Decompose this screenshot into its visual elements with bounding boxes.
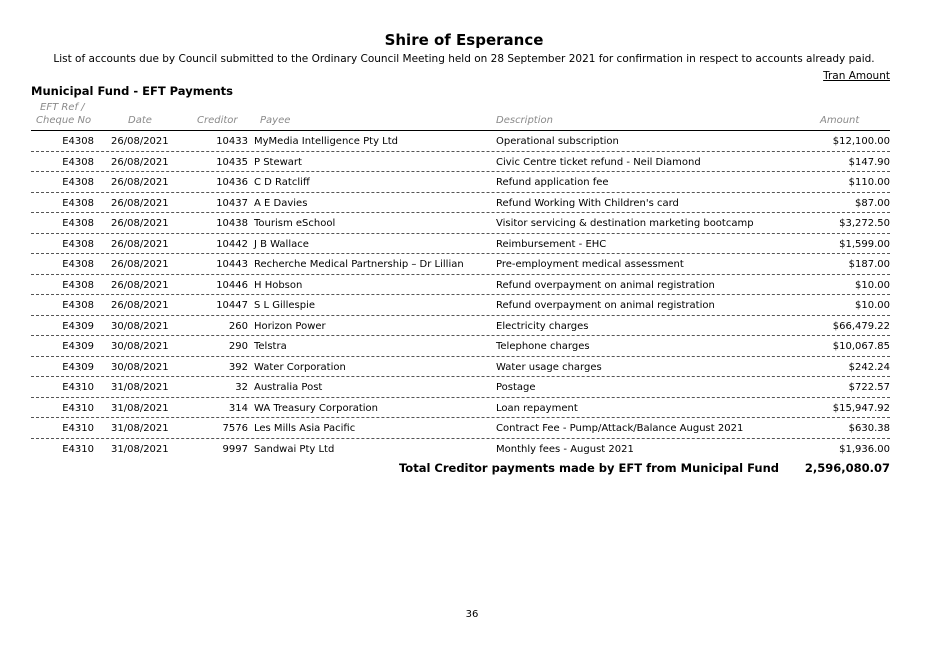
cell-amount: $722.57: [848, 382, 890, 393]
cell-payee: Recherche Medical Partnership – Dr Lillian: [254, 259, 464, 270]
cell-ref: E4308: [62, 259, 94, 270]
cell-creditor: 10446: [216, 279, 248, 291]
section-title: Municipal Fund - EFT Payments: [31, 84, 234, 98]
table-row: [31, 357, 890, 378]
cell-payee: P Stewart: [254, 156, 302, 168]
cell-payee: Australia Post: [254, 382, 323, 393]
cell-creditor: 10437: [216, 197, 248, 209]
column-header-payee: Payee: [260, 115, 291, 126]
cell-description: Operational subscription: [496, 136, 619, 147]
cell-creditor: 32: [235, 382, 248, 393]
cell-amount: $10,067.85: [832, 341, 890, 352]
cell-payee: WA Treasury Corporation: [254, 402, 378, 414]
cell-creditor: 10433: [216, 136, 248, 147]
cell-description: Loan repayment: [496, 402, 578, 414]
table-row: [31, 193, 890, 214]
page-title: Shire of Esperance: [384, 31, 544, 49]
table-row: [31, 418, 890, 439]
table-row: [31, 295, 890, 316]
tran-amount-label: Tran Amount: [823, 70, 890, 82]
cell-payee: Water Corporation: [254, 361, 346, 373]
cell-creditor: 10443: [216, 259, 248, 270]
cell-payee: Tourism eSchool: [254, 218, 336, 229]
total-value: 2,596,080.07: [804, 461, 890, 475]
cell-description: Telephone charges: [496, 341, 590, 352]
column-header-amount: Amount: [820, 115, 860, 126]
table-row: [31, 336, 890, 357]
cell-date: 31/08/2021: [111, 443, 169, 455]
table-row: [31, 131, 890, 152]
cell-amount: $10.00: [855, 279, 890, 291]
cell-date: 30/08/2021: [111, 341, 169, 352]
table-row: [31, 152, 890, 173]
cell-amount: $15,947.92: [832, 402, 890, 414]
cell-payee: C D Ratcliff: [254, 177, 310, 188]
cell-description: Refund application fee: [496, 177, 609, 188]
table-row: [31, 172, 890, 193]
table-row: [31, 377, 890, 398]
table-row: [31, 254, 890, 275]
cell-creditor: 392: [228, 361, 248, 373]
column-header-creditor: Creditor: [197, 115, 238, 126]
cell-payee: Sandwai Pty Ltd: [254, 443, 335, 455]
table-row: [31, 275, 890, 296]
table-row: [31, 234, 890, 255]
cell-date: 26/08/2021: [111, 218, 169, 229]
cell-ref: E4308: [62, 197, 94, 209]
cell-amount: $10.00: [855, 300, 890, 311]
cell-description: Refund overpayment on animal registration: [496, 279, 715, 291]
cell-date: 31/08/2021: [111, 402, 169, 414]
cell-ref: E4308: [62, 136, 94, 147]
cell-creditor: 314: [228, 402, 248, 414]
cell-date: 26/08/2021: [111, 238, 169, 250]
cell-amount: $110.00: [848, 177, 890, 188]
cell-amount: $242.24: [848, 361, 890, 373]
table-row: [31, 213, 890, 234]
cell-date: 26/08/2021: [111, 177, 169, 188]
table-row: [31, 439, 890, 459]
payments-table-body: [31, 131, 890, 458]
cell-date: 30/08/2021: [111, 361, 169, 373]
cell-date: 30/08/2021: [111, 320, 169, 332]
cell-description: Refund overpayment on animal registration: [496, 300, 715, 311]
cell-amount: $187.00: [848, 259, 890, 270]
cell-date: 26/08/2021: [111, 300, 169, 311]
cell-ref: E4310: [62, 423, 94, 434]
cell-payee: J B Wallace: [254, 238, 309, 250]
cell-payee: Telstra: [254, 341, 287, 352]
cell-ref: E4310: [62, 382, 94, 393]
cell-ref: E4308: [62, 279, 94, 291]
cell-ref: E4309: [62, 341, 94, 352]
column-header-description: Description: [496, 115, 553, 126]
cell-ref: E4308: [62, 218, 94, 229]
cell-ref: E4309: [62, 361, 94, 373]
column-header-ref-line2: Cheque No: [36, 115, 92, 126]
table-row: [31, 398, 890, 419]
cell-amount: $1,599.00: [839, 238, 890, 250]
cell-amount: $66,479.22: [832, 320, 890, 332]
cell-description: Contract Fee - Pump/Attack/Balance August 2021: [496, 423, 744, 434]
cell-ref: E4309: [62, 320, 94, 332]
cell-description: Electricity charges: [496, 320, 589, 332]
cell-description: Refund Working With Children's card: [496, 197, 679, 209]
cell-date: 26/08/2021: [111, 156, 169, 168]
cell-creditor: 9997: [222, 443, 248, 455]
cell-ref: E4308: [62, 300, 94, 311]
cell-ref: E4308: [62, 156, 94, 168]
cell-date: 26/08/2021: [111, 136, 169, 147]
cell-description: Visitor servicing & destination marketing bootcamp: [496, 218, 754, 229]
cell-date: 26/08/2021: [111, 279, 169, 291]
column-header-ref-line1: EFT Ref /: [40, 102, 85, 113]
cell-creditor: 10442: [216, 238, 248, 250]
cell-creditor: 10447: [216, 300, 248, 311]
cell-creditor: 7576: [222, 423, 248, 434]
cell-ref: E4310: [62, 443, 94, 455]
cell-creditor: 290: [228, 341, 248, 352]
cell-ref: E4310: [62, 402, 94, 414]
cell-payee: MyMedia Intelligence Pty Ltd: [254, 136, 399, 147]
page-number: 36: [465, 609, 479, 620]
cell-creditor: 10438: [216, 218, 248, 229]
cell-amount: $3,272.50: [839, 218, 890, 229]
cell-description: Reimbursement - EHC: [496, 238, 607, 250]
page-subtitle: List of accounts due by Council submitted to the Ordinary Council Meeting held on 28 September 2021 for confirmation in respect to accounts already paid.: [53, 53, 875, 65]
cell-amount: $1,936.00: [839, 443, 890, 455]
cell-creditor: 10435: [216, 156, 248, 168]
cell-payee: A E Davies: [254, 197, 308, 209]
cell-creditor: 10436: [216, 177, 248, 188]
cell-payee: S L Gillespie: [254, 300, 316, 311]
cell-description: Monthly fees - August 2021: [496, 443, 634, 455]
cell-payee: Horizon Power: [254, 320, 326, 332]
cell-date: 26/08/2021: [111, 197, 169, 209]
cell-ref: E4308: [62, 177, 94, 188]
cell-date: 31/08/2021: [111, 382, 169, 393]
cell-payee: Les Mills Asia Pacific: [254, 423, 356, 434]
column-header-date: Date: [128, 115, 152, 126]
cell-amount: $147.90: [848, 156, 890, 168]
cell-amount: $630.38: [848, 423, 890, 434]
cell-amount: $87.00: [855, 197, 890, 209]
cell-payee: H Hobson: [254, 279, 303, 291]
cell-ref: E4308: [62, 238, 94, 250]
cell-amount: $12,100.00: [832, 136, 890, 147]
cell-date: 26/08/2021: [111, 259, 169, 270]
total-label: Total Creditor payments made by EFT from Municipal Fund: [398, 461, 779, 475]
cell-description: Water usage charges: [496, 361, 602, 373]
cell-description: Pre-employment medical assessment: [496, 259, 684, 270]
cell-description: Postage: [496, 382, 536, 393]
cell-creditor: 260: [228, 320, 248, 332]
cell-date: 31/08/2021: [111, 423, 169, 434]
table-row: [31, 316, 890, 337]
cell-description: Civic Centre ticket refund - Neil Diamond: [496, 156, 701, 168]
